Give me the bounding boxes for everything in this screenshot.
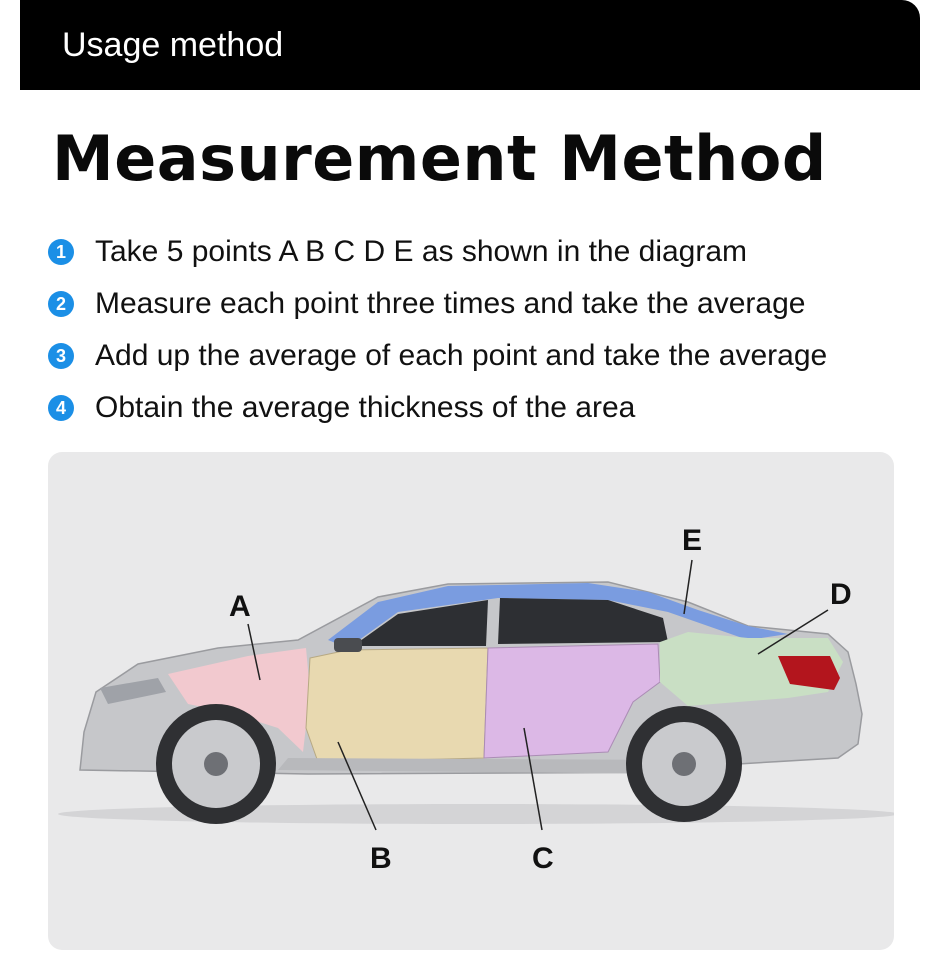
step-item — [48, 278, 827, 330]
point-label-c: C — [532, 842, 554, 875]
side-mirror — [334, 638, 362, 652]
step-item — [48, 226, 827, 278]
header-bar — [20, 0, 920, 90]
car-diagram — [48, 452, 894, 950]
step-number-badge: 3 — [48, 343, 74, 369]
front-wheel — [156, 704, 276, 824]
step-number-badge: 4 — [48, 395, 74, 421]
step-item — [48, 330, 827, 382]
step-text: Add up the average of each point and take the average — [95, 339, 828, 372]
steps-list — [48, 226, 827, 434]
point-label-d: D — [830, 578, 852, 611]
step-text: Take 5 points A B C D E as shown in the diagram — [95, 235, 748, 268]
rear-wheel — [626, 706, 742, 822]
step-number-badge: 2 — [48, 291, 74, 317]
step-text: Measure each point three times and take the average — [95, 287, 806, 320]
point-label-b: B — [370, 842, 392, 875]
point-label-e: E — [682, 524, 703, 557]
step-item — [48, 382, 827, 434]
car-illustration — [48, 452, 894, 950]
zone-b-door — [306, 648, 488, 762]
point-label-a: A — [229, 590, 251, 623]
step-number-badge: 1 — [48, 239, 74, 265]
header-title: Usage method — [62, 26, 284, 64]
page-title: Measurement Method — [52, 122, 827, 195]
step-text: Obtain the average thickness of the area — [95, 391, 636, 424]
